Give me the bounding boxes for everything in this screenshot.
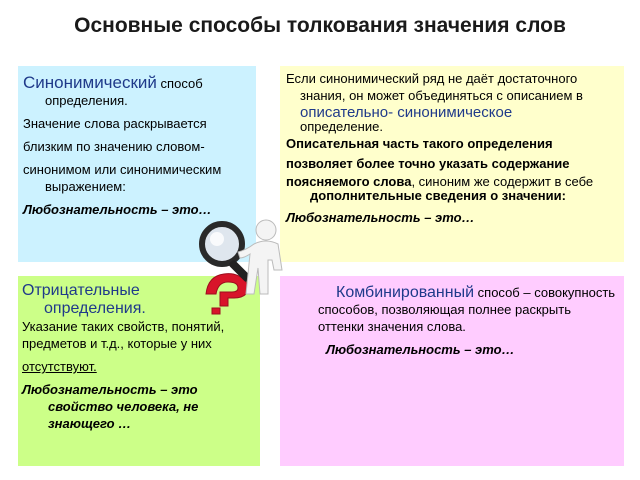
- descriptive-sentence: [286, 175, 620, 203]
- descriptive-term: описательно- синонимическое: [300, 104, 513, 121]
- negative-line1: Указание таких свойств, понятий,: [22, 319, 225, 334]
- descriptive-bold2: позволяет более точно указать содержание: [286, 156, 570, 171]
- synonymic-heading: [23, 74, 251, 109]
- combined-after-term: способ – совокупность способов, позволяющая полнее раскрыть оттенки значения слова.: [318, 285, 616, 334]
- combined-heading: [290, 284, 616, 335]
- combined-box: [280, 276, 624, 466]
- descriptive-bold3: поясняемого слова: [286, 174, 412, 189]
- synonymic-example: Любознательность – это…: [23, 202, 212, 217]
- descriptive-bold1: Описательная часть такого определения: [286, 136, 553, 151]
- synonymic-line1: Значение слова раскрывается: [23, 116, 207, 131]
- combined-term: Комбинированный: [336, 284, 475, 301]
- synonymic-after-term: способ определения.: [45, 76, 203, 108]
- magnifier-figure-icon: [184, 216, 294, 316]
- page-title: Основные способы толкования значения слов: [74, 14, 566, 37]
- synonymic-line3: синонимом или синонимическим выражением:: [23, 162, 222, 194]
- combined-example: Любознательность – это…: [326, 342, 515, 357]
- descriptive-bold-end: дополнительные сведения о значении:: [310, 188, 566, 203]
- descriptive-mid: , синоним же содержит в себе: [411, 174, 594, 189]
- negative-line2: предметов и т.д., которые у них: [22, 336, 212, 351]
- negative-line3: отсутствуют.: [22, 359, 97, 374]
- synonymic-term: Синонимический: [23, 73, 157, 92]
- descriptive-box: [280, 66, 624, 262]
- descriptive-example: Любознательность – это…: [286, 210, 475, 225]
- descriptive-line1: Если синонимический ряд не даёт достаточного знания, он может объединяться с описанием в: [286, 71, 583, 103]
- negative-example: Любознательность – это свойство человека, не знающего …: [22, 382, 199, 431]
- question-mark-icon: [206, 274, 248, 314]
- synonymic-line2: близким по значению словом-: [23, 139, 205, 154]
- descriptive-after-term: определение.: [300, 119, 383, 134]
- negative-term: Отрицательные определения.: [22, 282, 146, 317]
